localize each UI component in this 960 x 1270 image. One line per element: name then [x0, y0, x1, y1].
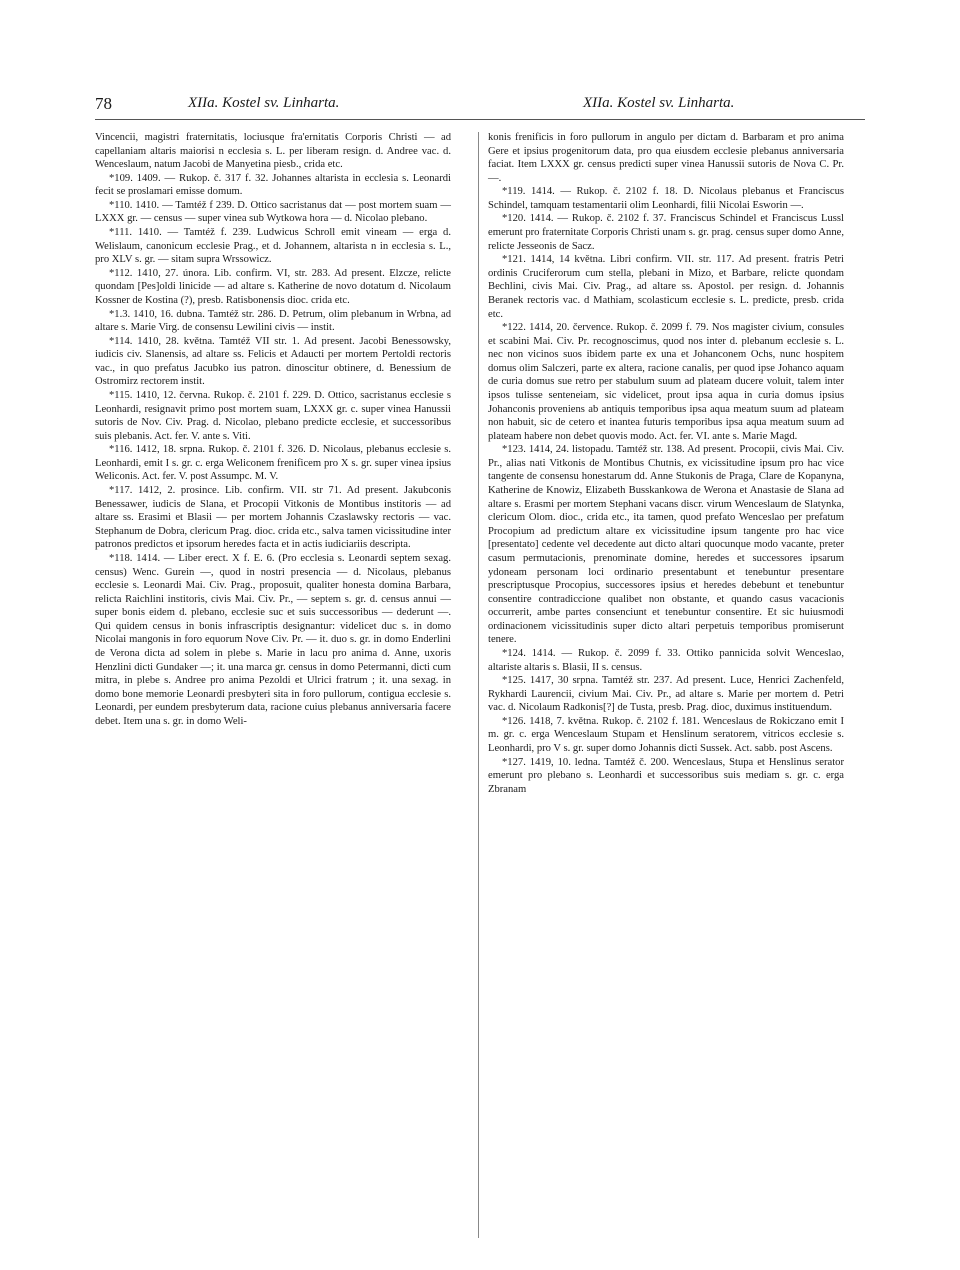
right-running-head: XIIa. Kostel sv. Linharta. [583, 95, 735, 111]
right-text-column [488, 131, 844, 796]
text-entry: konis frenificis in foro pullorum in angulo per dictam d. Barbaram et pro anima Gere et ipsius progenitorum data, pro qua eiusdem ecclesie plebanus anniversaria faciat. Item LXXX gr. census predicti super vinea Hanussii sutoris de Nova C. Pr. —. [488, 132, 844, 184]
text-entry: *115. 1410, 12. června. Rukop. č. 2101 f. 229. D. Ottico, sacristanus ecclesie s Leonhardi, resignavit primo post mortem suam, LXXX gr. c. super vinea Hanussii sutoris de Nov. Civ. Prag. d. Nicolao, plebano predicte ecclesie, et successoribus suis plebanis. Act. fer. V. ante s. Viti. [95, 389, 451, 442]
text-entry: *119. 1414. — Rukop. č. 2102 f. 18. D. Nicolaus plebanus et Franciscus Schindel, tamquam testamentarii olim Leonhardi, filii Nicolai Esworin —. [488, 186, 844, 211]
left-running-head: XIIa. Kostel sv. Linharta. [188, 95, 340, 111]
text-entry: *124. 1414. — Rukop. č. 2099 f. 33. Ottiko pannicida solvit Wenceslao, altariste altaris s. Blasii, II s. census. [488, 647, 844, 673]
text-entry: *126. 1418, 7. května. Rukop. č. 2102 f. 181. Wenceslaus de Rokiczano emit I m. gr. c. erga Wenceslaum Stupam et Henslinum seratorem, vitricos ecclesie s. Leonhardi, pro V s. gr. super domo Johannis dicti Sussek. Act. sabb. post Ascens. [488, 715, 844, 755]
text-entry: *112. 1410, 27. února. Lib. confirm. VI, str. 283. Ad present. Elzcze, relicte quondam [Pes]oldi linicide — ad altare s. Katherine de novo dotatum d. Nicolaum Kossner de Kostina (?), presb. Ratisbonensis dioc. crida etc. [95, 267, 451, 306]
text-entry: *118. 1414. — Liber erect. X f. E. 6. (Pro ecclesia s. Leonardi septem sexag. census) Wenc. Gurein —, quod in nostri presencia — d. Nicolaus, plebanus ecclesie s. Leonardi Mai. Civ. Prag., proposuit, qualiter honesta domina Barbara, relicta Raichlini institoris, civis Mai. Civ. Pr., — septem s. gr. d. census annui — super bonis eidem d. plebano, ecclesie suc et suis successoribus — dederunt —. Qui quidem census in bonis infrascriptis designantur: videlicet duc s. in domo Nicolai mangonis in foro equorum Nove Civ. Pr. — it. duo s. gr. in domo Enderlini de Verona dicta ad solem in plebe s. Marie in lacu pro anima d. Anne, uxoris Henzlini dicti Gundaker —; it. una marca gr. census in domo Petermanni, dicti cum mitra, in plebe s. Andree pro anima Pezoldi et Ulrici fratrum ; it. una sexag. in domo bone memorie Leonardi presbyteri sita in foro pullorum, contigua ecclesie s. Leonardi, per eundem presbyterum data, racione cuius plebanus anniversaria facere debet. Item una s. gr. in domo Weli- [95, 552, 451, 727]
column-divider [478, 132, 479, 1238]
page-header [95, 94, 865, 118]
page-number: 78 [95, 94, 112, 113]
text-entry: *116. 1412, 18. srpna. Rukop. č. 2101 f. 326. D. Nicolaus, plebanus ecclesie s. Leonhardi, emit I s. gr. c. erga Weliconem frenificem pro X s. gr. super vinea ipsius Weliconis. Act. fer. V. post Assumpc. M. V. [95, 444, 451, 483]
text-entry: *114. 1410, 28. května. Tamtéž VII str. 1. Ad present. Jacobi Benessowsky, iudicis civ. Slanensis, ad altare ss. Felicis et Adaucti per mortem Pertoldi rectoris vac., in quo prefatus Jacubko ius patron. dinoscitur obtinere, d. Benessium de Ostromirz rectorem instit. [95, 335, 451, 388]
text-entry: *120. 1414. — Rukop. č. 2102 f. 37. Franciscus Schindel et Franciscus Lussl emerunt pro fraternitate Corporis Christi unam s. gr. prag. census super domo Anne, relicte Jesseonis de Sacz. [488, 213, 844, 252]
text-entry: *123. 1414, 24. listopadu. Tamtéž str. 138. Ad present. Procopii, civis Mai. Civ. Pr., alias nati Vitkonis de Montibus Chutnis, ex vicissitudine ipsum pro hac vice tangente de consensu honestarum dd. Anne Stukonis de Praga, Clare de Kopanyna, Katherine de Knowiz, Elizabeth Busskankowa de Werona et Anastasie de Slana ad altare s. Erasmi per mortem Stephani vacans discr. virum Wenceslaum de Slatynka, clericum Olom. dioc., crida etc., ita tamen, quod prefato Wenceslao per prefatum Procopium ad predictum altare ex vicissitudine ipsum tangente pro hac vice [presentato] cedente vel decedente aut dicto altari quocunque modo vacante, preter casum permutacionis, prenominate domine, heredes et successores ipsarum ydoneam personam loci ordinario presentabunt et tenebuntur presentare prescriptusque Procopius, successores ipsius et heredes debebunt et tenebuntur consentire contradiccione qualibet non obstante, et quando casus vacacionis occurrerit, ambe partes consenciunt et tenebuntur consentire. Et sic huiusmodi ordinacionem vicissitudinis super dicto altari perpetuis temporibus promiserunt tenere. [488, 444, 844, 646]
text-entry: *109. 1409. — Rukop. č. 317 f. 32. Johannes altarista in ecclesia s. Leonardi fecit se proslamari emisse domum. [95, 172, 451, 198]
text-entry: *1.3. 1410, 16. dubna. Tamtéž str. 286. D. Petrum, olim plebanum in Wrbna, ad altare s. Marie Virg. de consensu Lewilini civis — instit. [95, 308, 451, 334]
text-entry: *127. 1419, 10. ledna. Tamtéž č. 200. Wenceslaus, Stupa et Henslinus serator emerunt pro plebano s. Leonhardi et successoribus suis mediam s. gr. c. erga Zbranam [488, 756, 844, 795]
left-text-column [95, 131, 451, 728]
text-entry: *117. 1412, 2. prosince. Lib. confirm. VII. str 71. Ad present. Jakubconis Benessawer, iudicis de Slana, et Procopii Vitkonis de Montibus institoris — ad altare ss. Erasimi et Blasii — per mortem Johannis Czaslawsky rectoris — vac. Stephanum de Dobra, clericum Prag. dioc. crida etc., salva tamen vicissitudine inter patronos predictos et ipsorum heredes facta et in actis iudiciariis descripta. [95, 485, 451, 551]
header-rule [95, 119, 865, 120]
text-entry: *111. 1410. — Tamtéž f. 239. Ludwicus Schroll emit vineam — erga d. Welislaum, canonicum ecclesie Prag., et d. Johannem, altarista n in ecclesia s. L., pro XLV s. gr. — sitam supra Wrssowicz. [95, 227, 451, 266]
text-entry: Vincencii, magistri fraternitatis, lociusque fra'ernitatis Corporis Christi — ad capellaniam altaris maiorisi n ecclesia s. L. per liberam resign. d. Andree vac. d. Wenceslaum, natum Jacobi de Manyetina piesb., crida etc. [95, 132, 451, 171]
text-entry: *110. 1410. — Tamtéž f 239. D. Ottico sacristanus dat — post mortem suam — LXXX gr. — census — super vinea sub Wytkowa hora — d. Nicolao plebano. [95, 199, 451, 225]
text-entry: *125. 1417, 30 srpna. Tamtéž str. 237. Ad present. Luce, Henrici Zachenfeld, Rykhardi Laurencii, civium Mai. Civ. Pr., ad altare s. Marie per mortem d. Petri vac. d. Nicolaum Radkonis[?] de Tusta, presb. Prag. dioc, duximus instituendum. [488, 675, 844, 714]
text-entry: *122. 1414, 20. července. Rukop. č. 2099 f. 79. Nos magister civium, consules et scabini Mai. Civ. Pr. recognoscimus, quod nos inter d. plebanum ecclesie s. L. nec non vicinos suos ibidem parte ex una et Johanconem Ochs, nunc hospitem domus olim Salczeri, parte ex altera, racione canalis, per quod ipse Johanco aquam de curia domus sue retro per stabulum suum ad plateam ducere voluit, talem inter ipsos tulisse senteneiam, sic videlicet, prout ipsa aqua in curia domus ipsius Johanconis proveniens ab antiquis temporibus ipsa aqua meatum suum ad plateam non habuit, sic de cetero et inantea futuris temporibus ipsa aqua meatum suum ad plateam habere non debet quovis modo. Act. fer. VI. ante s. Marie Magd. [488, 322, 844, 442]
text-entry: *121. 1414, 14 května. Libri confirm. VII. str. 117. Ad present. fratris Petri ordinis Cruciferorum cum stella, plebani in Mizo, et Barbare, relicte quondam Bechlini, civis Mai. Civ. Prag., ad altare ss. Apostol. per resign. d. Johannis Beranek rectoris vac. d Mathiam, scolasticum ecclesie s. L. predicte, presb. crida etc. [488, 254, 844, 320]
